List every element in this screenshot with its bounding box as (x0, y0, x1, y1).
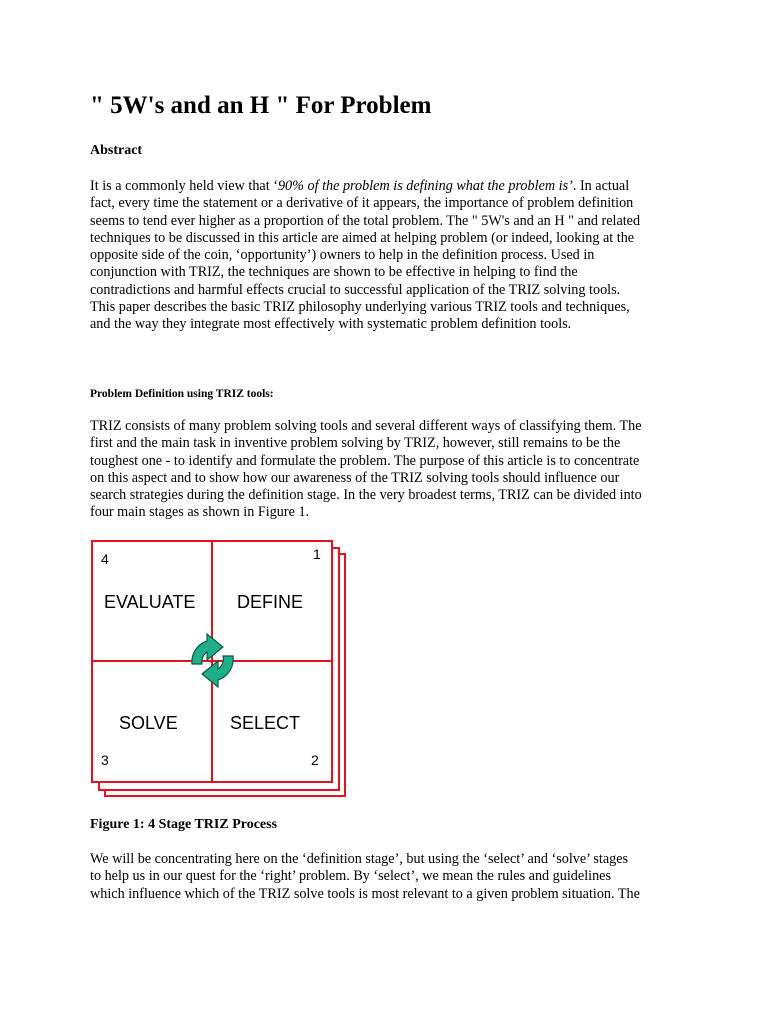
abstract-line: contradictions and harmful effects crucial to successful application of the TRIZ solving tools. (90, 281, 621, 298)
section-heading: Problem Definition using TRIZ tools: (90, 388, 274, 400)
triz-line: four main stages as shown in Figure 1. (90, 504, 310, 521)
triz-line: toughest one - to identify and formulate the problem. The purpose of this article is to concentrate (90, 452, 640, 469)
abstract-line-text: . In actual (572, 178, 630, 194)
abstract-line: This paper describes the basic TRIZ philosophy underlying various TRIZ tools and techniques, (90, 299, 630, 316)
quadrant-label-define: DEFINE (237, 592, 304, 612)
abstract-line (90, 178, 690, 195)
stage-line: which influence which of the TRIZ solve tools is most relevant to a given problem situation. The (90, 885, 640, 902)
triz-process-figure (91, 540, 351, 802)
triz-line: TRIZ consists of many problem solving tools and several different ways of classifying them. The (90, 418, 642, 434)
triz-line: first and the main task in inventive problem solving by TRIZ, however, still remains to be the (90, 435, 621, 452)
quadrant-number-evaluate: 4 (101, 551, 109, 567)
abstract-line: conjunction with TRIZ, the techniques are shown to be effective in helping to find the (90, 264, 578, 281)
quadrant-number-solve: 3 (101, 752, 109, 768)
abstract-line: fact, every time the statement or a derivative of it appears, the importance of problem definition (90, 195, 634, 212)
abstract-line: seems to tend ever higher as a proportion of the total problem. The " 5W's and an H " and related (90, 212, 641, 229)
abstract-line: and the way they integrate most effectively with systematic problem definition tools. (90, 316, 572, 333)
abstract-quote: 90% of the problem is defining what the problem is’ (277, 178, 573, 194)
triz-paragraph (90, 418, 690, 522)
figure-caption: Figure 1: 4 Stage TRIZ Process (90, 817, 278, 832)
abstract-heading: Abstract (90, 143, 143, 158)
quadrant-label-solve: SOLVE (119, 713, 178, 733)
abstract-line: opposite side of the coin, ‘opportunity’) owners to help in the definition process. Used in (90, 247, 595, 264)
abstract-line: techniques to be discussed in this article are aimed at helping problem (or indeed, looking at the (90, 229, 635, 246)
quadrant-label-evaluate: EVALUATE (104, 592, 196, 612)
stage-line: We will be concentrating here on the ‘definition stage’, but using the ‘select’ and ‘solve’ stages (90, 851, 629, 867)
document-title: " 5W's and an H " For Problem (90, 92, 432, 119)
abstract-paragraph (90, 178, 690, 334)
quadrant-number-define: 1 (313, 546, 321, 562)
abstract-line-text: It is a commonly held view that ‘ (90, 178, 278, 194)
triz-line: search strategies during the definition stage. In the very broadest terms, TRIZ can be divided into (90, 487, 642, 504)
stage-line: to help us in our quest for the ‘right’ problem. By ‘select’, we mean the rules and guidelines (90, 868, 611, 885)
stage-paragraph (90, 851, 690, 903)
triz-line: on this aspect and to show how our awareness of the TRIZ solving tools should influence our (90, 469, 620, 486)
quadrant-number-select: 2 (311, 752, 319, 768)
quadrant-label-select: SELECT (230, 713, 301, 733)
